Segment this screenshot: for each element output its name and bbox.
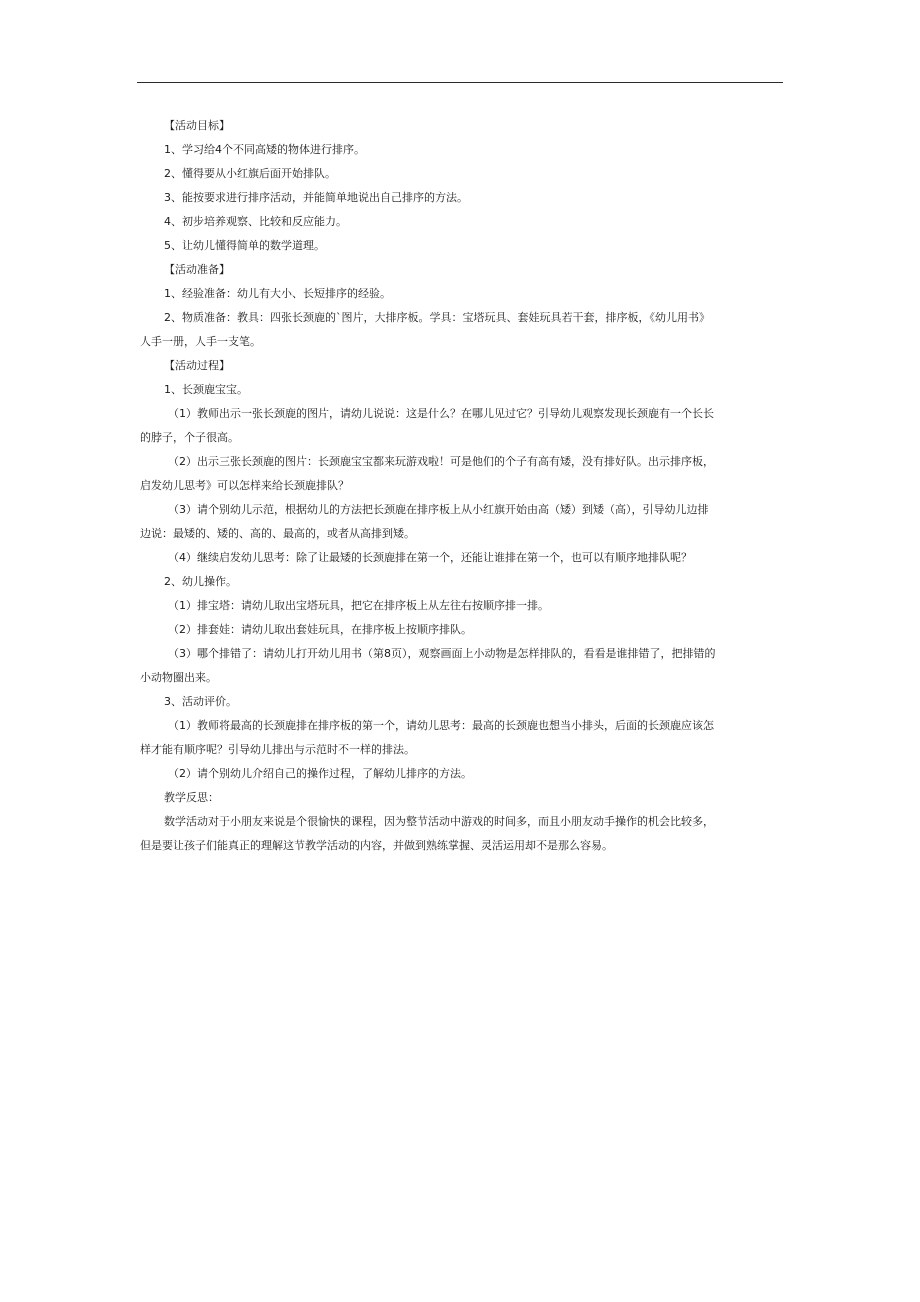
document-body — [140, 114, 788, 858]
text-line: 教学反思： — [164, 791, 219, 804]
text-line: （1）教师将最高的长颈鹿排在排序板的第一个，请幼儿思考：最高的长颈鹿也想当小排头，后面的长颈鹿应该怎 — [168, 719, 714, 732]
text-line: 但是要让孩子们能真正的理解这节教学活动的内容，并做到熟练掌握、灵活运用却不是那么容易。 — [140, 839, 613, 852]
text-line: 【活动过程】 — [164, 359, 230, 372]
text-line: 5、让幼儿懂得简单的数学道理。 — [164, 239, 325, 252]
text-line: （2）出示三张长颈鹿的图片：长颈鹿宝宝都来玩游戏啦！可是他们的个子有高有矮，没有排好队。出示排序板， — [168, 455, 714, 468]
text-line: 1、经验准备：幼儿有大小、长短排序的经验。 — [164, 287, 391, 300]
text-line: 3、能按要求进行排序活动，并能简单地说出自己排序的方法。 — [164, 191, 468, 204]
text-line: 样才能有顺序呢？引导幼儿排出与示范时不一样的排法。 — [140, 743, 415, 756]
text-line: 边说：最矮的、矮的、高的、最高的，或者从高排到矮。 — [140, 527, 415, 540]
text-line: 3、活动评价。 — [164, 695, 237, 708]
text-line: （4）继续启发幼儿思考：除了让最矮的长颈鹿排在第一个，还能让谁排在第一个，也可以有顺序地排队呢？ — [168, 551, 692, 564]
text-line: （2）排套娃：请幼儿取出套娃玩具，在排序板上按顺序排队。 — [168, 623, 472, 636]
text-line: （1）教师出示一张长颈鹿的图片，请幼儿说说：这是什么？在哪儿见过它？引导幼儿观察发现长颈鹿有一个长长 — [168, 407, 714, 420]
text-line: 2、物质准备：教具：四张长颈鹿的`图片，大排序板。学具：宝塔玩具、套娃玩具若干套，排序板，《幼儿用书》 — [164, 311, 710, 324]
text-line: 人手一册，人手一支笔。 — [140, 335, 261, 348]
text-line: 小动物圈出来。 — [140, 671, 217, 684]
text-line: 2、幼儿操作。 — [164, 575, 237, 588]
text-line: 【活动准备】 — [164, 263, 230, 276]
text-line: （3）请个别幼儿示范，根据幼儿的方法把长颈鹿在排序板上从小红旗开始由高（矮）到矮（高），引导幼儿边排 — [168, 503, 709, 516]
text-line: 1、长颈鹿宝宝。 — [164, 383, 248, 396]
text-line: 的脖子，个子很高。 — [140, 431, 239, 444]
text-line: 数学活动对于小朋友来说是个很愉快的课程，因为整节活动中游戏的时间多，而且小朋友动手操作的机会比较多， — [164, 815, 714, 828]
text-line: 2、懂得要从小红旗后面开始排队。 — [164, 167, 336, 180]
text-line: （1）排宝塔：请幼儿取出宝塔玩具，把它在排序板上从左往右按顺序排一排。 — [168, 599, 549, 612]
text-line: 1、学习给4个不同高矮的物体进行排序。 — [164, 143, 365, 156]
text-line: （2）请个别幼儿介绍自己的操作过程，了解幼儿排序的方法。 — [168, 767, 472, 780]
header-rule — [137, 82, 783, 83]
text-line: （3）哪个排错了：请幼儿打开幼儿用书（第8页），观察画面上小动物是怎样排队的，看看是谁排错了，把排错的 — [168, 647, 716, 660]
text-line: 【活动目标】 — [164, 119, 230, 132]
text-line: 4、初步培养观察、比较和反应能力。 — [164, 215, 347, 228]
text-line: 启发幼儿思考》可以怎样来给长颈鹿排队？ — [140, 479, 349, 492]
